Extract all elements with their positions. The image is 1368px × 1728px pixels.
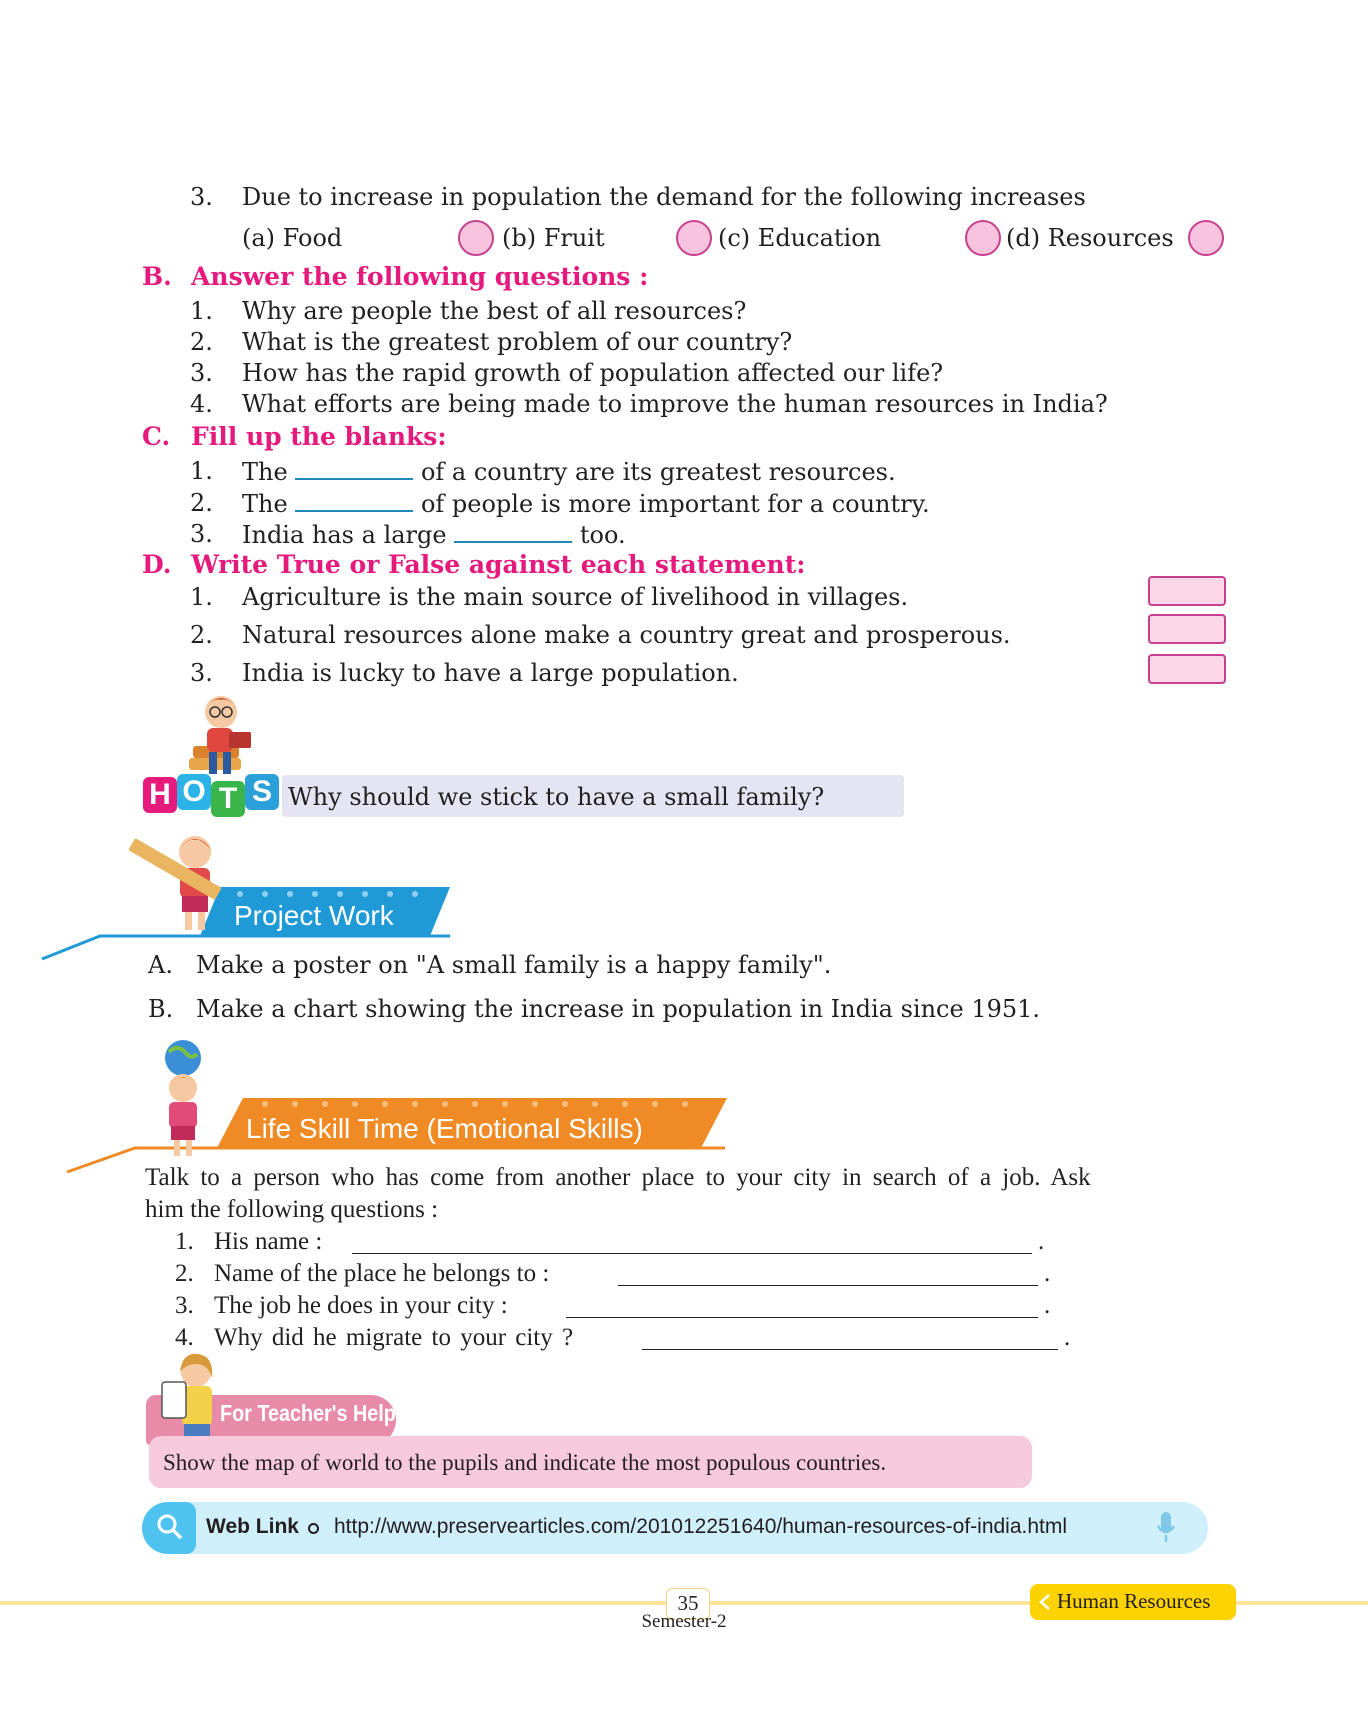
true-false-box[interactable]: [1148, 654, 1226, 684]
life-skill-intro: Talk to a person who has come from another place to your city in search of a job. Ask: [145, 1164, 1091, 1191]
teacher-help-title: For Teacher's Help: [220, 1400, 396, 1426]
period: .: [1038, 1228, 1045, 1255]
web-link-search-button[interactable]: [142, 1502, 196, 1554]
hots-question: Why should we stick to have a small family?: [288, 783, 825, 811]
project-work-banner-graphic: [40, 832, 460, 962]
hots-letter-o: O: [177, 774, 211, 810]
answer-line[interactable]: [642, 1327, 1058, 1350]
blank-line[interactable]: [454, 519, 572, 543]
list-item: Why are people the best of all resources?: [242, 297, 747, 325]
list-item: What is the greatest problem of our country?: [242, 328, 793, 356]
list-item: Agriculture is the main source of livelihood in villages.: [242, 583, 909, 611]
list-number: 3.: [190, 659, 213, 687]
list-number: 1.: [190, 457, 213, 485]
list-number: 1.: [175, 1228, 194, 1255]
option-d: (d) Resources: [1006, 224, 1174, 252]
list-number: 4.: [175, 1324, 194, 1351]
list-number: 4.: [190, 390, 213, 418]
option-b-checkbox[interactable]: [676, 220, 712, 256]
list-number: A.: [148, 951, 173, 979]
list-item: Make a poster on "A small family is a happy family".: [196, 951, 832, 979]
list-item: Make a chart showing the increase in population in India since 1951.: [196, 995, 1041, 1023]
fill-blank-item: The of a country are its greatest resources.: [242, 458, 896, 486]
life-skill-question: Why did he migrate to your city ?: [214, 1324, 574, 1351]
page-number: 35: [666, 1588, 710, 1620]
option-d-checkbox[interactable]: [1188, 220, 1224, 256]
answer-line[interactable]: [618, 1263, 1038, 1286]
option-b: (b) Fruit: [502, 224, 605, 252]
chapter-title: Human Resources: [1057, 1589, 1211, 1613]
list-number: 2.: [190, 489, 213, 517]
search-icon: [142, 1502, 196, 1554]
teacher-illustration: [152, 1352, 226, 1448]
chevron-left-icon: [1037, 1592, 1053, 1612]
list-item: How has the rapid growth of population affected our life?: [242, 359, 944, 387]
bullet-icon: [308, 1523, 319, 1534]
list-number: 1.: [190, 583, 213, 611]
list-item: Natural resources alone make a country great and prosperous.: [242, 621, 1011, 649]
section-letter-b: B.: [142, 262, 172, 291]
web-link-label: Web Link: [206, 1515, 299, 1538]
hots-badge: [143, 774, 279, 818]
list-number: B.: [148, 995, 174, 1023]
life-skill-question: Name of the place he belongs to :: [214, 1260, 550, 1287]
period: .: [1044, 1260, 1051, 1287]
fill-blank-item: India has a large too.: [242, 521, 626, 549]
hots-letter-s: S: [245, 774, 279, 810]
option-c: (c) Education: [718, 224, 882, 252]
list-number: 3.: [190, 520, 213, 548]
project-work-title: Project Work: [234, 900, 394, 931]
hots-letter-h: H: [143, 777, 177, 813]
microphone-icon[interactable]: [1154, 1510, 1178, 1548]
list-number: 2.: [175, 1260, 194, 1287]
list-number: 2.: [190, 621, 213, 649]
question-text: Due to increase in population the demand for the following increases: [242, 183, 1086, 211]
option-a: (a) Food: [242, 224, 343, 252]
answer-line[interactable]: [352, 1231, 1032, 1254]
life-skill-title: Life Skill Time (Emotional Skills): [246, 1113, 643, 1144]
section-b-title: Answer the following questions :: [191, 262, 649, 291]
teacher-help-text: Show the map of world to the pupils and indicate the most populous countries.: [163, 1450, 887, 1475]
list-item: India is lucky to have a large population.: [242, 659, 739, 687]
list-item: What efforts are being made to improve the human resources in India?: [242, 390, 1108, 418]
blank-line[interactable]: [295, 456, 413, 480]
section-letter-d: D.: [142, 550, 172, 579]
life-skill-intro-cont: him the following questions :: [145, 1196, 439, 1223]
true-false-box[interactable]: [1148, 576, 1226, 606]
hots-letter-t: T: [211, 781, 245, 817]
blank-line[interactable]: [295, 488, 413, 512]
life-skill-question: The job he does in your city :: [214, 1292, 508, 1319]
option-a-checkbox[interactable]: [458, 220, 494, 256]
true-false-box[interactable]: [1148, 614, 1226, 644]
list-number: 1.: [190, 297, 213, 325]
semester-label: Semester-2: [641, 1611, 727, 1632]
section-c-title: Fill up the blanks:: [191, 422, 447, 451]
period: .: [1064, 1324, 1071, 1351]
web-link-url[interactable]: http://www.preservearticles.com/201012251640/human-resources-of-india.html: [334, 1515, 1068, 1538]
life-skill-banner-graphic: [65, 1040, 745, 1175]
list-number: 3.: [190, 359, 213, 387]
answer-line[interactable]: [566, 1295, 1038, 1318]
section-d-title: Write True or False against each statement:: [191, 550, 806, 579]
list-number: 3.: [175, 1292, 194, 1319]
option-c-checkbox[interactable]: [965, 220, 1001, 256]
life-skill-question: His name :: [214, 1228, 323, 1255]
period: .: [1044, 1292, 1051, 1319]
fill-blank-item: The of people is more important for a country.: [242, 490, 930, 518]
section-letter-c: C.: [142, 422, 171, 451]
list-number: 2.: [190, 328, 213, 356]
question-number: 3.: [190, 183, 213, 211]
